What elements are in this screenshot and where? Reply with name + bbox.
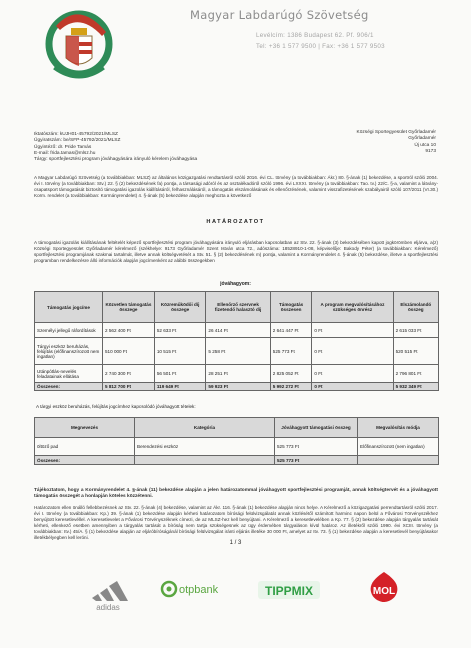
table-header: Támogatás összesen <box>270 292 312 323</box>
decision-paragraph: A támogatási igazolás kiállításának feltételét képező sportfejlesztési program jóváhagyására irányuló eljárásban kapcsolatban az Stv. 22. §-ának (3) bekezdésében kapott jogkörömben eljárva, a(z) Községi Sportegyesület Győrladamér kérelmező (székhelye: 9173 Győrladamér Szent István utca 72., adószáma: 18528910-1-08, képviselője: Bakody Péter) (a továbbiakban: Kérelmező) sportfejlesztési programjának szakmai tartalmát, illetve annak költségvetését a Stv. 51. § (2) bekezdésének m) pontja, valamint a Kormányrendelet 4. §-ának (5) bekezdése, illetve a sportfejlesztési programban rendelkezésre álló információk alapján jogcímenként az alábbi összegekben <box>34 240 438 263</box>
table-cell: 2 796 801 Ft <box>393 365 438 383</box>
table-cell <box>358 456 439 465</box>
table-cell: 525 773 Ft <box>275 438 358 456</box>
adidas-logo <box>86 572 130 612</box>
mlsz-logo <box>44 6 114 86</box>
meta-line: Ügyintéző: dr. Pride Tamás <box>34 144 92 150</box>
contact-line: Tel: +36 1 577 9500 | Fax: +36 1 577 9503 <box>256 43 385 50</box>
intro-paragraph: A Magyar Labdarúgó Szövetség (a továbbiakban: MLSZ) az általános közigazgatási rendtartásról szóló 2016. évi CL. törvény (a továbbiakban: Ákr.) 80. §-ának (1) bekezdése, a sportról szóló 2004. évi I. törvény (a továbbiakban: Stv.) 22. § (2) bekezdésének fa) pontja, a társasági adóról és az osztalékadóról szóló 1996. évi LXXXI. törvény (a továbbiakban: Tao. tv.) 22/C. §-a, valamint a látvány-csapatsport támogatását biztosító támogatási igazolás kiállításáról, felhasználásáról, a támogatás elszámolásának és ellenőrzésének, valamint visszafizetésének szabályairól szóló 107/2011 (VI.30.) Korm. rendelet (a továbbiakban: Kormányrendelet) 4. §-ának (5) bekezdése alapján meghozta a következő <box>34 175 438 198</box>
items-table <box>34 417 439 465</box>
table-cell: 0 Ft <box>312 338 393 365</box>
address-line: Levélcím: 1386 Budapest 62. Pf. 906/1 <box>256 32 374 39</box>
publication-notice: Tájékoztatom, hogy a Kormányrendelet 4. §-ának (11) bekezdése alapján a jelen határozatommal jóváhagyott sportfejlesztési programját, annak költségtervét és a jóváhagyott támogatás összegét a honlapján köteles közzétenni. <box>34 488 438 499</box>
meta-line: Tárgy: sportfejlesztési program jóváhagyására irányuló kérelem jóváhagyása <box>34 157 198 163</box>
tippmix-logo <box>258 580 320 600</box>
table-cell: 2 740 300 Ft <box>103 365 155 383</box>
table-header: A program megvalósításához szükséges önrész <box>312 292 393 323</box>
recipient-line: Községi Sportegyesület Győrladamér <box>356 130 436 135</box>
table-header: Közreműködői díj összege <box>154 292 206 323</box>
table-cell: 2 641 447 Ft <box>270 323 312 338</box>
table-cell: 510 000 Ft <box>103 338 155 365</box>
table-cell: 59 923 Ft <box>206 383 270 391</box>
table-total-row <box>35 456 439 465</box>
table-cell: Személyi jellegű ráfordítások <box>35 323 103 338</box>
approval-subheading: jóváhagyom: <box>220 281 251 287</box>
table-cell: 2 825 052 Ft <box>270 365 312 383</box>
table-header: Kategória <box>135 418 275 438</box>
table-cell: 0 Ft <box>312 365 393 383</box>
meta-line: Iktatószám: kUJH01-45792/2021/MLSZ <box>34 132 118 137</box>
table-total-row <box>35 383 439 391</box>
table-header-row <box>35 418 439 438</box>
table-cell: 5 258 Ft <box>206 338 270 365</box>
table-cell <box>135 456 275 465</box>
items-caption: A tárgyi eszköz beruházás, felújítás jogcímhez kapcsolódó jóváhagyott tételek: <box>36 404 196 409</box>
table-header: Jóváhagyott támogatási összeg <box>275 418 358 438</box>
table-cell: 52 633 Ft <box>154 323 206 338</box>
table-cell: 5 812 700 Ft <box>103 383 155 391</box>
table-cell: Előfinanszírozott (nem ingatlan) <box>358 438 439 456</box>
meta-line: E-mail: frida.tamas@mlsz.hu <box>34 150 96 156</box>
table-cell: öltöző pad <box>35 438 135 456</box>
page-number: 1 / 3 <box>229 540 242 546</box>
org-name: Magyar Labdarúgó Szövetség <box>190 8 369 22</box>
table-cell: Utánpótlás-nevelés feladatainak ellátása <box>35 365 103 383</box>
table-header: Közvetlen támogatás összege <box>103 292 155 323</box>
table-header: Ellenőrző szervnek fizetendő halasztó díj <box>206 292 270 323</box>
table-cell: 5 992 272 Ft <box>270 383 312 391</box>
mol-logo <box>367 570 401 604</box>
table-header: Megvalósítás módja <box>358 418 439 438</box>
table-cell: 56 501 Ft <box>154 365 206 383</box>
recipient-line: Új utca 10 <box>414 142 436 148</box>
table-cell: Összesen: <box>35 456 135 465</box>
table-cell: Összesen: <box>35 383 103 391</box>
table-cell: 28 251 Ft <box>206 365 270 383</box>
table-cell: Tárgyi eszköz beruházás, felújítás (előfinanszírozott nem ingatlan) <box>35 338 103 365</box>
meta-line: Ügyiratszám: be/SFP-45792/2021/MLSZ <box>34 138 121 144</box>
table-row <box>35 365 439 383</box>
table-cell: 10 515 Ft <box>154 338 206 365</box>
tippmix-wordmark: TIPPMIX <box>264 584 314 598</box>
table-cell: 5 932 349 Ft <box>393 383 438 391</box>
table-cell: 2 562 400 Ft <box>103 323 155 338</box>
table-cell: 525 773 Ft <box>275 456 358 465</box>
recipient-address <box>357 130 436 155</box>
table-header-row <box>35 292 439 323</box>
recipient-line: Győrladamér <box>408 136 436 142</box>
table-header: Támogatás jogcíme <box>35 292 103 323</box>
otpbank-logo <box>160 578 230 600</box>
table-cell: 525 773 Ft <box>270 338 312 365</box>
table-row <box>35 323 439 338</box>
document-meta <box>34 132 197 163</box>
mol-wordmark: MOL <box>372 586 396 597</box>
table-cell: 0 Ft <box>312 383 393 391</box>
table-cell: 2 615 033 Ft <box>393 323 438 338</box>
table-row <box>35 438 439 456</box>
table-cell: 0 Ft <box>312 323 393 338</box>
funding-table <box>34 291 439 391</box>
table-cell: 520 515 Ft <box>393 338 438 365</box>
table-cell: 119 649 Ft <box>154 383 206 391</box>
adidas-wordmark: adidas <box>96 603 120 612</box>
table-cell: 26 414 Ft <box>206 323 270 338</box>
otpbank-wordmark: otpbank <box>179 584 219 596</box>
table-header: Elszámolandó összeg <box>393 292 438 323</box>
table-header: Megnevezés <box>35 418 135 438</box>
appeal-paragraph: Határozatom ellen önálló fellebbezésnek az Stv. 22. §-ának (4) bekezdése, valamint az Ákr. 116. §-ának (1) bekezdése alapján nincs helye. A Kérelmező a közigazgatási perrendtartásról szóló 2017. évi I. törvény (a továbbiakban: Kp.) 39. §-ának (1) bekezdése alapján kérheti határozatom bírósági felülvizsgálatát annak közlésétől számított harminc napon belül a Fővárosi Törvényszékhez benyújtott keresetlevéllel. A keresetlevelet a Fővárosi Törvényszéknek címezi, de az MLSZ-hez kell benyújtani. A Kérelmező a keresetlevelében a Kp. 77. § (2) bekezdése alapján tárgyalás tartását kérheti, ellenkező esetben amennyiben a tárgyalás tartását a bíróság nem tartja szükségesnek az ügy érdemében tárgyaláson kívül határoz. Az illetékről szóló 1990. évi XCIII. törvény (a továbbiakban: Itv.) 45/A. § (1) bekezdése alapján az eljáróbíróságánál bírósági felülvizsgálat iránti eljárás illetéke 30 000 Ft, amelyet az Itv. 73. § (1) bekezdése alapján a keresetlevél benyújtásakor illetékbélyegben kell leróni. <box>34 505 438 540</box>
table-row <box>35 338 439 365</box>
table-cell: Berendezési eszköz <box>135 438 275 456</box>
recipient-line: 9173 <box>425 148 436 154</box>
decision-heading: HATÁROZATOT <box>206 219 265 225</box>
